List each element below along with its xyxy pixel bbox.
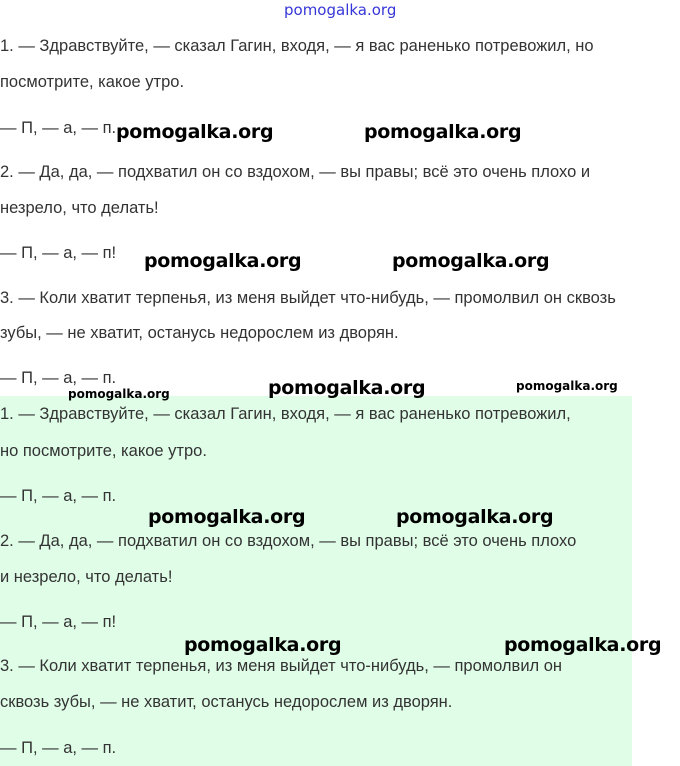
watermark: pomogalka.org: [68, 387, 170, 401]
original-s1-reply: — П, — а, — п.: [0, 119, 117, 137]
watermark: pomogalka.org: [116, 121, 274, 143]
answer-s1-line1: 1. — Здравствуйте, — сказал Гагин, входя, — я вас раненько потревожил,: [0, 405, 571, 423]
original-s2-reply: — П, — а, — п!: [0, 244, 117, 262]
watermark: pomogalka.org: [364, 121, 522, 143]
answer-s3-line2: сквозь зубы, — не хватит, останусь недорослем из дворян.: [0, 693, 453, 711]
watermark: pomogalka.org: [504, 634, 662, 656]
watermark: pomogalka.org: [268, 377, 426, 399]
watermark: pomogalka.org: [392, 250, 550, 272]
original-s1-line1: 1. — Здравствуйте, — сказал Гагин, входя, — я вас раненько потревожил, но: [0, 37, 594, 55]
original-s3-line1: 3. — Коли хватит терпенья, из меня выйдет что-нибудь, — промолвил он сквозь: [0, 289, 616, 307]
answer-s3-reply: — П, — а, — п.: [0, 739, 117, 757]
watermark: pomogalka.org: [396, 506, 554, 528]
original-s3-line2: зубы, — не хватит, останусь недорослем из дворян.: [0, 324, 399, 342]
answer-s1-reply: — П, — а, — п.: [0, 487, 117, 505]
original-s2-line1: 2. — Да, да, — подхватил он со вздохом, — вы правы; всё это очень плохо и: [0, 163, 591, 181]
answer-s2-line1: 2. — Да, да, — подхватил он со вздохом, — вы правы; всё это очень плохо: [0, 532, 577, 550]
answer-s2-reply: — П, — а, — п!: [0, 613, 117, 631]
watermark: pomogalka.org: [148, 506, 306, 528]
watermark: pomogalka.org: [144, 250, 302, 272]
header-watermark-link[interactable]: pomogalka.org: [284, 1, 397, 19]
watermark: pomogalka.org: [516, 379, 618, 393]
answer-s1-line2: но посмотрите, какое утро.: [0, 442, 207, 460]
answer-s2-line2: и незрело, что делать!: [0, 568, 173, 586]
answer-s3-line1: 3. — Коли хватит терпенья, из меня выйдет что-нибудь, — промолвил он: [0, 657, 563, 675]
original-s2-line2: незрело, что делать!: [0, 199, 159, 217]
original-s3-reply: — П, — а, — п.: [0, 369, 117, 387]
original-s1-line2: посмотрите, какое утро.: [0, 73, 185, 91]
watermark: pomogalka.org: [184, 634, 342, 656]
